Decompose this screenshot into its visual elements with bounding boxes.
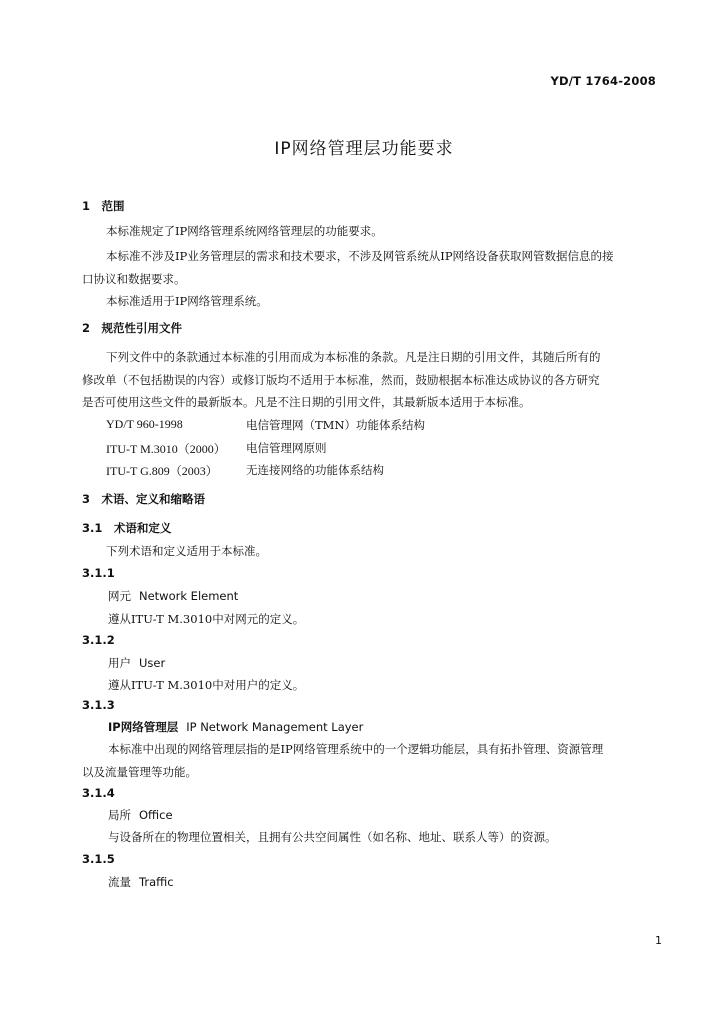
page-number: 1 [655, 934, 662, 947]
term-number: 3.1.2 [82, 633, 115, 647]
term-chinese: 网元 [108, 589, 131, 603]
standard-code: YD/T 1764-2008 [550, 74, 656, 88]
reference-code: ITU-T G.809（2003） [106, 464, 218, 478]
term-number: 3.1.5 [82, 852, 115, 866]
term-english: IP Network Management Layer [186, 720, 364, 734]
term-heading [108, 588, 238, 604]
section-1-paragraph-3: 本标准适用于IP网络管理系统。 [106, 294, 268, 308]
term-heading [108, 807, 173, 823]
section-1-heading: 1 范围 [82, 199, 125, 213]
term-definition: 遵从ITU-T M.3010中对用户的定义。 [108, 678, 305, 692]
section-3-1-intro: 下列术语和定义适用于本标准。 [106, 544, 267, 558]
reference-code: ITU-T M.3010（2000） [106, 442, 226, 456]
term-heading [108, 874, 174, 890]
term-number: 3.1.3 [82, 698, 115, 712]
term-definition-line-2: 以及流量管理等功能。 [82, 765, 197, 779]
term-heading [108, 719, 363, 735]
document-title: IP网络管理层功能要求 [274, 139, 454, 159]
term-english: Office [139, 808, 173, 822]
reference-title: 电信管理网原则 [246, 441, 327, 455]
section-3-heading: 3 术语、定义和缩略语 [82, 492, 206, 506]
section-2-paragraph-line-2: 修改单（不包括勘误的内容）或修订版均不适用于本标准，然而，鼓励根据本标准达成协议的各方研究 [82, 373, 600, 387]
term-english: Traffic [139, 875, 174, 889]
term-definition-line-1: 本标准中出现的网络管理层指的是IP网络管理系统中的一个逻辑功能层，具有拓扑管理、资源管理 [108, 742, 604, 756]
term-chinese: 流量 [108, 875, 131, 889]
term-chinese: 局所 [108, 808, 131, 822]
term-number: 3.1.4 [82, 786, 115, 800]
term-english: Network Element [139, 589, 239, 603]
reference-title: 电信管理网（TMN）功能体系结构 [246, 418, 426, 432]
term-definition: 与设备所在的物理位置相关，且拥有公共空间属性（如名称、地址、联系人等）的资源。 [108, 830, 557, 844]
reference-code: YD/T 960-1998 [106, 417, 183, 431]
term-chinese: 用户 [108, 656, 131, 670]
term-number: 3.1.1 [82, 566, 115, 580]
section-1-paragraph-2-line-2: 口协议和数据要求。 [82, 272, 186, 286]
term-heading [108, 655, 165, 671]
section-2-paragraph-line-3: 是否可使用这些文件的最新版本。凡是不注日期的引用文件，其最新版本适用于本标准。 [82, 395, 531, 409]
section-1-paragraph-1: 本标准规定了IP网络管理系统网络管理层的功能要求。 [106, 224, 383, 238]
section-2-paragraph-line-1: 下列文件中的条款通过本标准的引用而成为本标准的条款。凡是注日期的引用文件，其随后所有的 [106, 350, 601, 364]
section-2-heading: 2 规范性引用文件 [82, 321, 183, 335]
term-english: User [139, 656, 166, 670]
reference-title: 无连接网络的功能体系结构 [246, 463, 384, 477]
section-3-1-heading: 3.1 术语和定义 [82, 521, 172, 535]
term-chinese: IP网络管理层 [108, 720, 179, 734]
term-definition: 遵从ITU-T M.3010中对网元的定义。 [108, 612, 305, 626]
section-1-paragraph-2-line-1: 本标准不涉及IP业务管理层的需求和技术要求，不涉及网管系统从IP网络设备获取网管数据信息的接 [106, 249, 614, 263]
